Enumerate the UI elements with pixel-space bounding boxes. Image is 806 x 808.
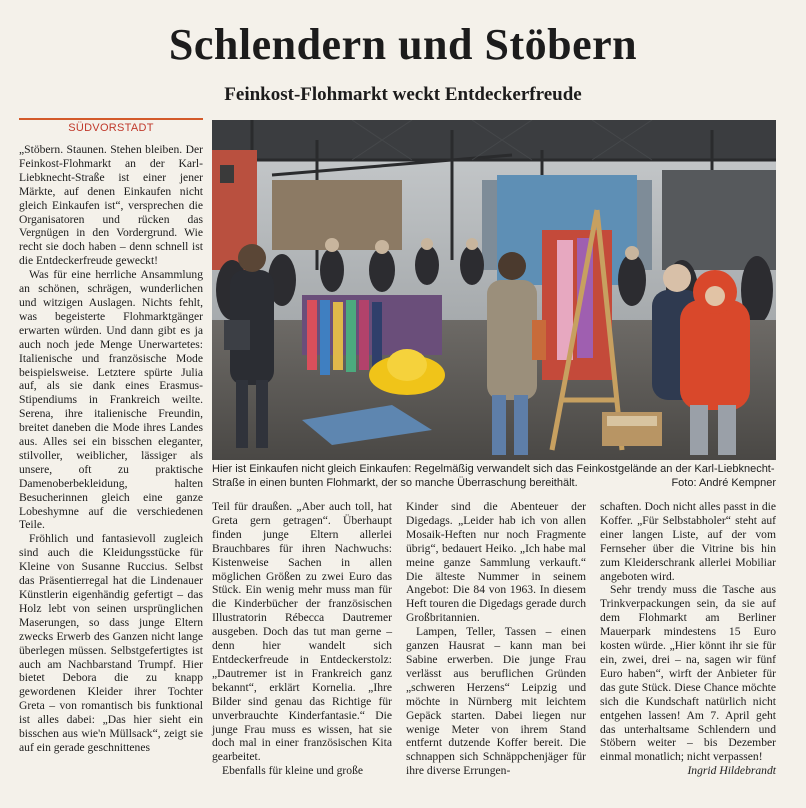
article-subheadline: Feinkost-Flohmarkt weckt Entdeckerfreude	[224, 84, 582, 105]
section-label: SÜDVORSTADT	[19, 118, 203, 136]
paragraph: Was für eine herrliche Ansammlung an schönen, schrägen, wunderlichen und witzigen Auslagen. Nichts fehlt, was begeisterte Flohmarktgänger erwarten würden. Und dann gibt es ja auch noch jede Menge Unerwartetes: Italienische und französische Mode beispielsweise. Letztere spürte Julia auf, als sie dank eines Erasmus-Stipendiums in Frankreich weilte. Serena, ihre italienische Freundin, breitet daneben die Mode ihres Landes aus. Alles sei ein bisschen eleganter, stilvoller, weiblicher, lässiger als unsere, oft zu praktische Damenoberbekleidung, halten Besucherinnen gleich eine ganze Lobeshymne auf die verschiedenen Teile.	[19, 268, 203, 532]
paragraph: Teil für draußen. „Aber auch toll, hat Greta gern getragen“. Überhaupt finden junge Eltern allerlei Brauchbares für ihren Nachwuchs: Kistenweise Sachen in allen möglichen Größen zu zwei Euro das Stück. Ein wenig mehr muss man für die Kinderbücher der französischen Illustratorin Rébecca Dautremer ausgeben. Doch das tut man gerne – denn hier wandelt sich Entdeckerfreude in Entdeckerstolz: „Dautremer ist in Frankreich ganz bekannt“, erklärt Kornelia. „Ihre Bilder sind genau das Richtige für unverbrauchte Kinderfantasie.“ Die junge Frau muss es wissen, hat sie doch mal in einer französischen Kita gearbeitet.	[212, 500, 392, 764]
article-column-2	[212, 500, 392, 778]
paragraph: Ebenfalls für kleine und große	[222, 764, 364, 778]
paragraph: „Stöbern. Staunen. Stehen bleiben. Der Feinkost-Flohmarkt an der Karl-Liebknecht-Straße ist einer jener Märkte, auf denen Einkaufen nicht gleich Einkaufen ist“, versprechen die Organisatoren und rücken das Vergnügen in den Vordergrund. Wie recht sie doch haben – denn schnell ist die Entdeckerfreude geweckt!	[19, 143, 203, 268]
photo-caption-text: Hier ist Einkaufen nicht gleich Einkaufen: Regelmäßig verwandelt sich das Feinkostgelände an der Karl-Liebknecht-Straße in einen bunten Flohmarkt, der so manche Überraschung bereithält.	[212, 463, 775, 489]
photo-caption	[212, 462, 776, 490]
author-byline: Ingrid Hildebrandt	[687, 764, 776, 778]
paragraph: Lampen, Teller, Tassen – einen ganzen Hausrat – kann man bei Sabine erwerben. Die junge Frau verlässt aus beruflichen Gründen „schweren Herzens“ Leipzig und möchte in Nürnberg mit leichtem Gepäck starten. Dabei liegen nur wenige Meter von ihrem Stand entfernt dutzende Koffer bereit. Die schnappen sich Schnäppchenjäger für ihre diverse Errungen-	[406, 625, 586, 778]
photo-credit: Foto: André Kempner	[671, 477, 776, 489]
article-column-4	[600, 500, 776, 778]
paragraph: Fröhlich und fantasievoll zugleich sind auch die Kleidungsstücke für Kleine von Susanne Ruccius. Selbst das Präsentierregal hat die Lindenauer Künstlerin eigenhändig gefertigt – das Holz lebt von seinen ursprünglichen Maserungen, so dass junge Eltern zwecks Erwerb des Ganzen nicht lange überlegen müssen. Selbstgefertigtes ist auch am Nachbarstand Trumpf. Hier bietet Debora die zu knapp gewordenen Kleider ihrer Tochter Greta – von romantisch bis funktional ist alles dabei: „Das hier sieht ein bisschen aus wie'n Müllsack“, zeigt sie auf ein gerade geschnittenes	[19, 532, 203, 754]
flea-market-photo-image	[212, 120, 776, 460]
paragraph: Sehr trendy muss die Tasche aus Trinkverpackungen sein, da sie auf dem Flohmarkt am Berliner Mauerpark mindestens 15 Euro kosten würde. „Hier könnt ihr sie für ein, zwei, drei – na, sagen wir fünf Euro haben“, wirft der Anbieter für das gute Stück. Diese Chance möchte sich die Kundschaft natürlich nicht entgehen lassen! Am 7. April geht das unterhaltsame Schlendern und Stöbern weiter – bis Dezember einmal monatlich; nicht verpassen!	[600, 583, 776, 764]
article-column-1	[19, 143, 203, 755]
article-photo	[212, 120, 776, 460]
article-headline: Schlendern und Stöbern	[168, 20, 638, 69]
article-column-3	[406, 500, 586, 778]
paragraph: schaften. Doch nicht alles passt in die Koffer. „Für Selbstabholer“ steht auf einer langen Liste, auf der vom Fernseher über die Vitrine bis hin zum Kleiderschrank allerlei Mobiliar angeboten wird.	[600, 500, 776, 583]
paragraph: Kinder sind die Abenteuer der Digedags. „Leider hab ich von allen Mosaik-Heften nur noch Fragmente übrig“, bedauert Heiko. „Ich habe mal meine ganze Sammlung verkauft.“ Die älteste Nummer in seinem Angebot: Die 84 von 1963. In diesem Heft touren die Digedags gerade durch Großbritannien.	[406, 500, 586, 625]
